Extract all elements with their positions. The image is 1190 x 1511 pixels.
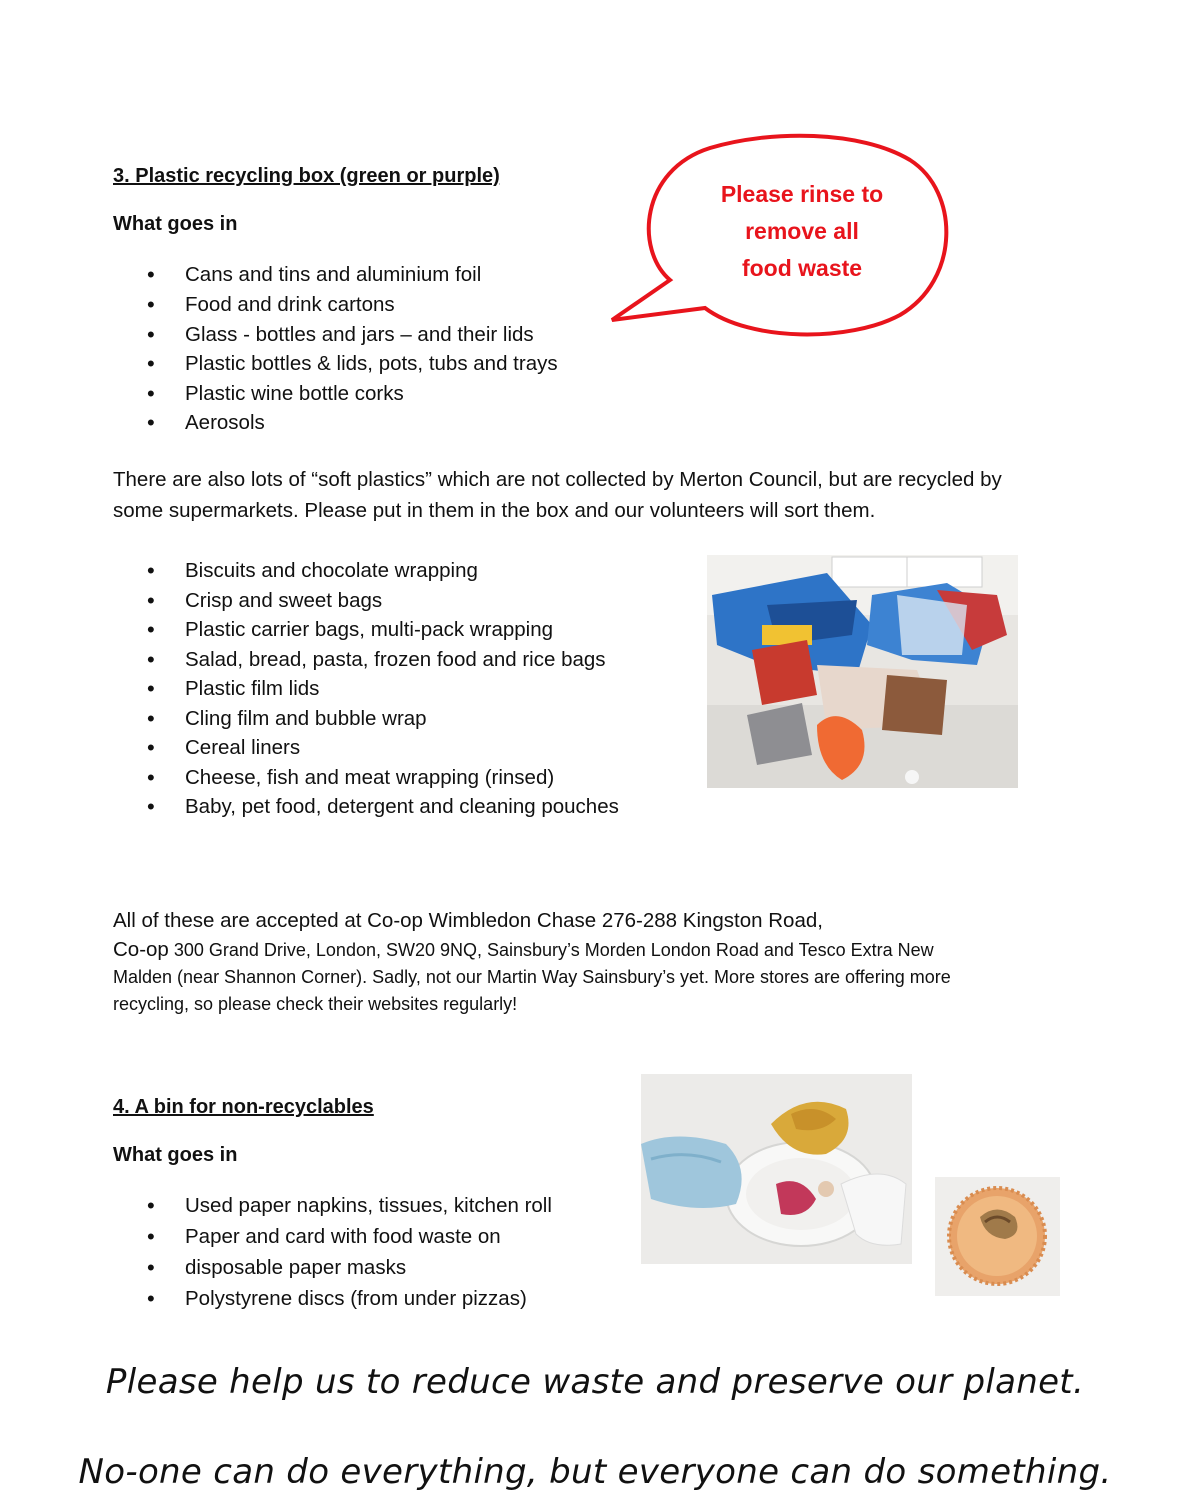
list-item: • Paper and card with food waste on [113, 1221, 552, 1252]
stores-line-3: Malden (near Shannon Corner). Sadly, not our Martin Way Sainsbury’s yet. More stores are offering more [113, 967, 951, 987]
list-item: • Polystyrene discs (from under pizzas) [113, 1283, 552, 1314]
footer-line-1: Please help us to reduce waste and preserve our planet. [105, 1362, 1085, 1402]
bubble-line-3: food waste [741, 255, 863, 281]
stores-line-1: All of these are accepted at Co-op Wimbledon Chase 276-288 Kingston Road, [113, 909, 823, 932]
list-item: • Glass - bottles and jars – and their lids [113, 320, 558, 350]
non-recyclables-photo [641, 1074, 912, 1264]
stores-paragraph [113, 905, 951, 1018]
stores-line-2b: 300 Grand Drive, London, SW20 9NQ, Sainsbury’s Morden London Road and Tesco Extra New [168, 940, 934, 960]
intro-line-1: There are also lots of “soft plastics” which are not collected by Merton Council, but are recycled by [113, 468, 1002, 491]
footer-line-2: No-one can do everything, but everyone can do something. [78, 1452, 1112, 1492]
list-item: • Plastic bottles & lids, pots, tubs and trays [113, 349, 558, 379]
list-item: • Cans and tins and aluminium foil [113, 259, 558, 290]
list-item: • Food and drink cartons [113, 290, 558, 320]
list-item: • Cheese, fish and meat wrapping (rinsed) [113, 763, 619, 793]
list-item: • disposable paper masks [113, 1252, 552, 1283]
list-item: • Plastic film lids [113, 674, 619, 704]
section4-heading: 4. A bin for non-recyclables [113, 1096, 374, 1118]
list-item: • Biscuits and chocolate wrapping [113, 556, 619, 586]
list-item: • Crisp and sweet bags [113, 586, 619, 616]
section4-what-goes-in: What goes in [113, 1144, 238, 1166]
soft-plastics-intro [113, 464, 1002, 526]
list-item: • Aerosols [113, 408, 558, 438]
soft-plastics-list [113, 556, 619, 822]
stores-line-4: recycling, so please check their websites regularly! [113, 994, 518, 1014]
list-item: • Baby, pet food, detergent and cleaning pouches [113, 792, 619, 822]
list-item: • Cereal liners [113, 733, 619, 763]
bubble-text [680, 176, 924, 287]
list-item: • Plastic carrier bags, multi-pack wrapping [113, 615, 619, 645]
section4-list [113, 1190, 552, 1314]
section3-list [113, 259, 558, 438]
bubble-line-2: remove all [745, 218, 859, 244]
section3-what-goes-in: What goes in [113, 213, 238, 235]
stores-line-2a: Co-op [113, 938, 169, 961]
list-item: • Cling film and bubble wrap [113, 704, 619, 734]
stores-line-2 [113, 936, 951, 964]
soft-plastics-photo [707, 555, 1018, 788]
bubble-line-1: Please rinse to [720, 181, 884, 207]
list-item: • Used paper napkins, tissues, kitchen roll [113, 1190, 552, 1221]
section3-heading: 3. Plastic recycling box (green or purple) [113, 165, 500, 187]
list-item: • Plastic wine bottle corks [113, 379, 558, 409]
list-item: • Salad, bread, pasta, frozen food and rice bags [113, 645, 619, 675]
intro-line-2: some supermarkets. Please put in them in the box and our volunteers will sort them. [113, 499, 876, 522]
cupcake-case-photo [935, 1177, 1060, 1296]
